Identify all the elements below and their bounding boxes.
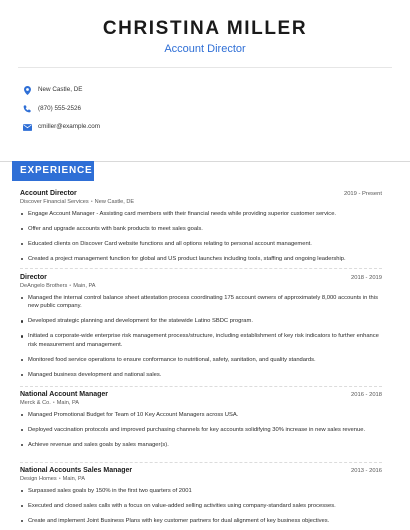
candidate-name: CHRISTINA MILLER bbox=[102, 18, 308, 39]
job-bullets bbox=[20, 294, 382, 379]
job-title: Account Director bbox=[20, 190, 77, 197]
job-bullet: Deployed vaccination protocols and improved purchasing channels for key accounts solidifying 30% increase in new sales revenue. bbox=[20, 426, 382, 434]
job-company-line: Discover Financial Services • New Castle, DE bbox=[20, 199, 135, 205]
job-company: DeAngelo Brothers bbox=[20, 283, 68, 289]
job-entry bbox=[20, 274, 382, 386]
job-bullet: Initiated a corporate-wide enterprise risk management process/structure, including establishment of key risk indicators to further enhance risk measurement and management. bbox=[20, 332, 382, 349]
job-date: 2018 - 2019 bbox=[351, 275, 382, 281]
phone-text: (870) 555-2526 bbox=[38, 104, 82, 112]
job-bullet: Surpassed sales goals by 150% in the first two quarters of 2001 bbox=[20, 487, 382, 495]
location-text: New Castle, DE bbox=[38, 86, 83, 93]
job-bullet: Engage Account Manager - Assisting card members with their financial needs while providing superior customer service. bbox=[20, 210, 382, 218]
job-location: Main, PA bbox=[56, 400, 80, 406]
job-title: National Accounts Sales Manager bbox=[20, 467, 133, 474]
job-bullets bbox=[20, 210, 382, 263]
entry-divider bbox=[20, 462, 382, 463]
entry-divider bbox=[20, 268, 382, 269]
job-bullet: Managed business development and national sales. bbox=[20, 371, 382, 379]
contact-phone bbox=[22, 103, 100, 115]
candidate-title: Account Director bbox=[164, 43, 246, 55]
job-bullet: Monitored food service operations to ensure conformance to nutritional, safety, sanitation, and quality standards. bbox=[20, 356, 382, 364]
job-bullet: Managed the internal control balance sheet attestation process coordinating 175 account owners of approximately 8,000 accounts in this new public company. bbox=[20, 294, 382, 311]
contact-list bbox=[22, 84, 100, 140]
job-bullet: Offer and upgrade accounts with bank products to meet sales goals. bbox=[20, 225, 382, 233]
job-bullet: Developed strategic planning and development for the statewide Latino SBDC program. bbox=[20, 317, 382, 325]
job-company: Discover Financial Services bbox=[20, 199, 89, 205]
location-pin-icon bbox=[22, 85, 32, 95]
job-company-line: Merck & Co. • Main, PA bbox=[20, 400, 80, 406]
resume-header bbox=[0, 18, 410, 56]
job-bullets bbox=[20, 487, 382, 525]
job-entry bbox=[20, 467, 382, 530]
job-location: Main, PA bbox=[73, 283, 96, 289]
job-company: Design Homes bbox=[20, 476, 57, 482]
job-company: Merck & Co. bbox=[20, 400, 51, 406]
contact-location bbox=[22, 84, 100, 96]
contact-email bbox=[22, 121, 100, 133]
header-divider bbox=[18, 67, 392, 68]
entry-divider bbox=[20, 386, 382, 387]
job-entry bbox=[20, 391, 382, 456]
job-bullet: Create and implement Joint Business Plans with key customer partners for dual alignment of key business objectives. bbox=[20, 517, 382, 525]
job-bullet: Created a project management function for global and US product launches including tools, staffing and ongoing leadership. bbox=[20, 255, 382, 263]
job-date: 2019 - Present bbox=[343, 191, 382, 197]
section-heading-experience: EXPERIENCE bbox=[12, 161, 94, 181]
job-date: 2013 - 2016 bbox=[351, 468, 382, 474]
job-bullets bbox=[20, 411, 382, 449]
job-location: New Castle, DE bbox=[94, 199, 135, 205]
job-location: Main, PA bbox=[62, 476, 85, 482]
job-entry bbox=[20, 190, 382, 270]
job-title: Director bbox=[20, 274, 47, 281]
email-text: cmiller@example.com bbox=[38, 123, 101, 130]
job-bullet: Educated clients on Discover Card website functions and all options relating to personal account management. bbox=[20, 240, 382, 248]
phone-icon bbox=[22, 104, 32, 114]
job-bullet: Managed Promotional Budget for Team of 10 Key Account Managers across USA. bbox=[20, 411, 382, 419]
job-bullet: Executed and closed sales calls with a focus on value-added selling activities using company-standard sales processes. bbox=[20, 502, 382, 510]
job-title: National Account Manager bbox=[20, 391, 109, 398]
job-company-line: DeAngelo Brothers • Main, PA bbox=[20, 283, 96, 289]
job-date: 2016 - 2018 bbox=[351, 392, 382, 398]
email-icon bbox=[22, 122, 32, 132]
job-company-line: Design Homes • Main, PA bbox=[20, 476, 85, 482]
job-bullet: Achieve revenue and sales goals by sales manager(s). bbox=[20, 441, 382, 449]
